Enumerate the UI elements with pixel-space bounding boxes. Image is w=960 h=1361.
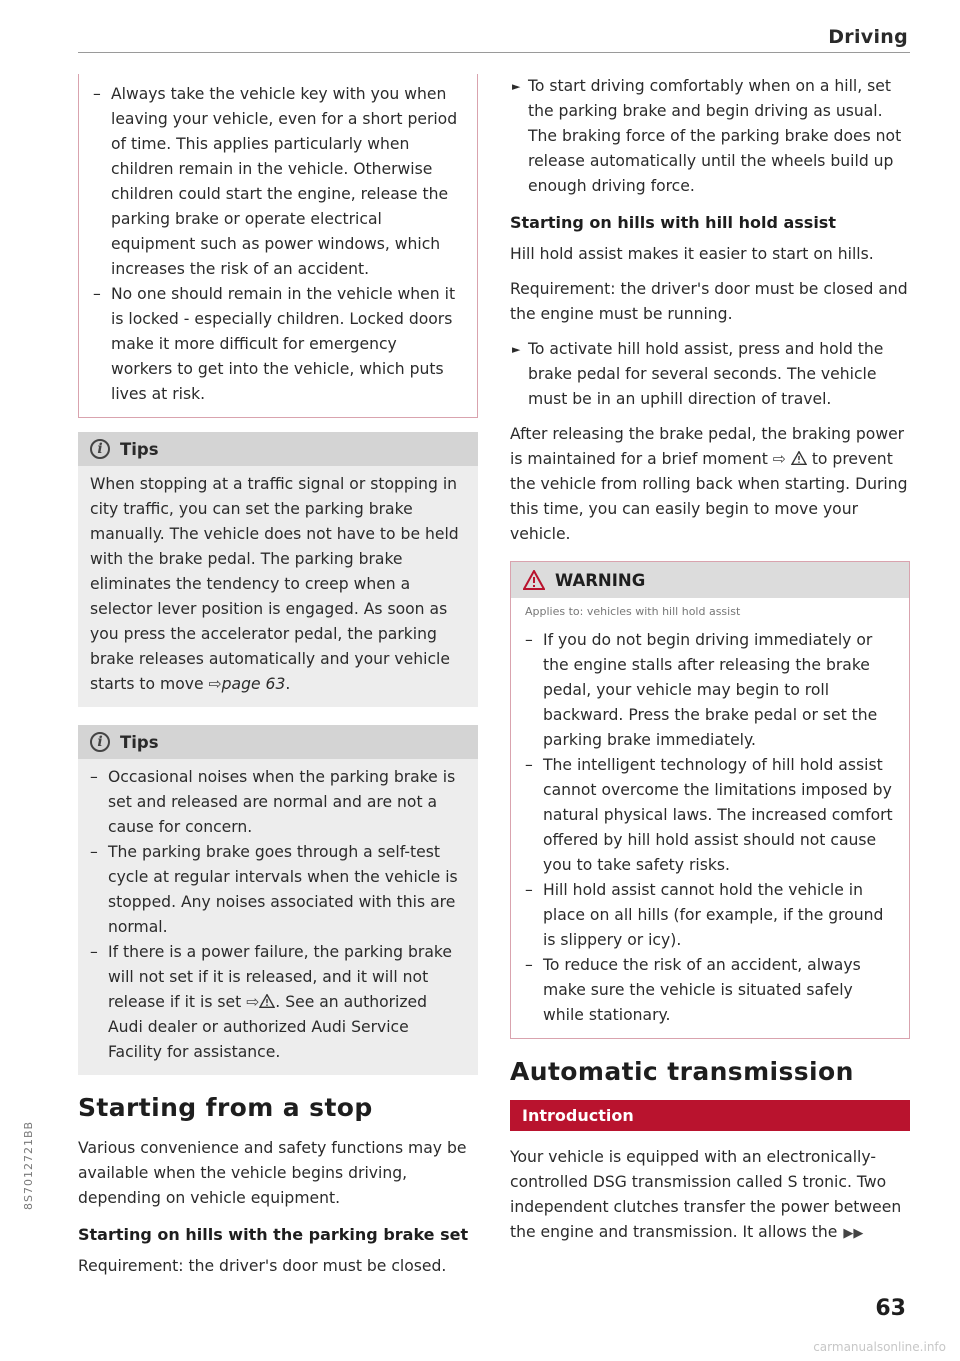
applies-to-note: Applies to: vehicles with hill hold assist (525, 605, 741, 618)
action-arrow-icon: ► (512, 80, 521, 93)
warning-triangle-icon (523, 570, 545, 590)
tips-title: Tips (120, 439, 159, 459)
tips-item: – Occasional noises when the parking brake is set and released are normal and are not a cause for concern. (90, 765, 466, 840)
action-step: ► To start driving comfortably when on a hill, set the parking brake and begin driving as usual. The braking force of the parking brake does not release automatically until the wheels build up enough driving force. (510, 74, 910, 199)
warning-item: – No one should remain in the vehicle when it is locked - especially children. Locked doors make it more difficult for emergency workers to get into the vehicle, which puts lives at risk. (93, 282, 463, 407)
warning-continuation-box (78, 74, 478, 418)
tips-title: Tips (120, 732, 159, 752)
requirement-text: Requirement: the driver's door must be closed. (78, 1257, 447, 1275)
info-icon: i (90, 732, 110, 752)
section-heading: Starting from a stop (78, 1093, 373, 1122)
warning-item: – To reduce the risk of an accident, always make sure the vehicle is situated safely while stationary. (525, 953, 895, 1028)
continue-arrow-icon: ▶▶ (843, 1226, 864, 1241)
tips-header (78, 725, 478, 759)
warning-item: – Hill hold assist cannot hold the vehicle in place on all hills (for example, if the ground is slippery or icy). (525, 878, 895, 953)
tips-item: – If there is a power failure, the parking brake will not set if it is released, and it will not release if it is set ⇨ . See an authorized Audi dealer or authorized Audi Service Facility for assistance. (90, 940, 466, 1065)
document-code: 8S7012721BB (22, 1120, 35, 1210)
transmission-intro: Your vehicle is equipped with an electronically-controlled DSG transmission called S tronic. Two independent clutches transfer the power between the engine and transmission. It allows the ▶▶ (510, 1148, 902, 1241)
reference-arrow-icon: ⇨ (208, 675, 222, 693)
watermark-text: carmanualsonline.info (813, 1340, 946, 1354)
introduction-bar: Introduction (510, 1100, 910, 1131)
hill-hold-intro: Hill hold assist makes it easier to start on hills. (510, 245, 874, 263)
sub-heading: Starting on hills with the parking brake set (78, 1225, 469, 1244)
tips-header (78, 432, 478, 466)
header-rule (78, 52, 910, 53)
right-column (510, 74, 910, 1256)
warning-header (511, 562, 909, 598)
reference-arrow-icon: ⇨ (246, 993, 260, 1011)
page-number: 63 (875, 1296, 906, 1321)
info-icon: i (90, 439, 110, 459)
header-title: Driving (828, 26, 908, 48)
action-step: ► To activate hill hold assist, press and hold the brake pedal for several seconds. The vehicle must be in an uphill direction of travel. (510, 337, 910, 412)
action-arrow-icon: ► (512, 343, 521, 356)
page-reference-link[interactable]: page 63 (221, 675, 286, 693)
warning-item: – If you do not begin driving immediately or the engine stalls after releasing the brake pedal, your vehicle may begin to roll backward. Press the brake pedal or set the parking brake immediately. (525, 628, 895, 753)
warning-triangle-icon (791, 451, 807, 465)
tips-box (78, 432, 478, 707)
warning-triangle-icon (259, 994, 275, 1008)
section-heading: Automatic transmission (510, 1057, 854, 1086)
warning-title: WARNING (555, 570, 646, 590)
sub-heading: Starting on hills with hill hold assist (510, 213, 836, 232)
hill-hold-description: After releasing the brake pedal, the braking power is maintained for a brief moment ⇨ to prevent the vehicle from rolling back when starting. During this time, you can easily begin to move your vehicle. (510, 425, 908, 543)
tips-text: When stopping at a traffic signal or stopping in city traffic, you can set the parking brake manually. The vehicle does not have to be held with the brake pedal. The parking brake eliminates the tendency to creep when a selector lever position is engaged. As soon as you press the accelerator pedal, the parking brake releases automatically and your vehicle starts to move ⇨page 63. (90, 475, 459, 693)
tips-box (78, 725, 478, 1075)
warning-item: – The intelligent technology of hill hold assist cannot overcome the limitations imposed by natural physical laws. The increased comfort offered by hill hold assist should not cause you to take safety risks. (525, 753, 895, 878)
left-column (78, 74, 478, 1289)
warning-box (510, 561, 910, 1039)
warning-item: – Always take the vehicle key with you when leaving your vehicle, even for a short period of time. This applies particularly when children remain in the vehicle. Otherwise children could start the engine, release the parking brake or operate electrical equipment such as power windows, which increases the risk of an accident. (93, 82, 463, 282)
tips-item: – The parking brake goes through a self-test cycle at regular intervals when the vehicle is stopped. Any noises associated with this are normal. (90, 840, 466, 940)
requirement-text: Requirement: the driver's door must be closed and the engine must be running. (510, 280, 908, 323)
section-intro: Various convenience and safety functions may be available when the vehicle begins driving, depending on vehicle equipment. (78, 1139, 467, 1207)
reference-arrow-icon: ⇨ (772, 450, 786, 468)
